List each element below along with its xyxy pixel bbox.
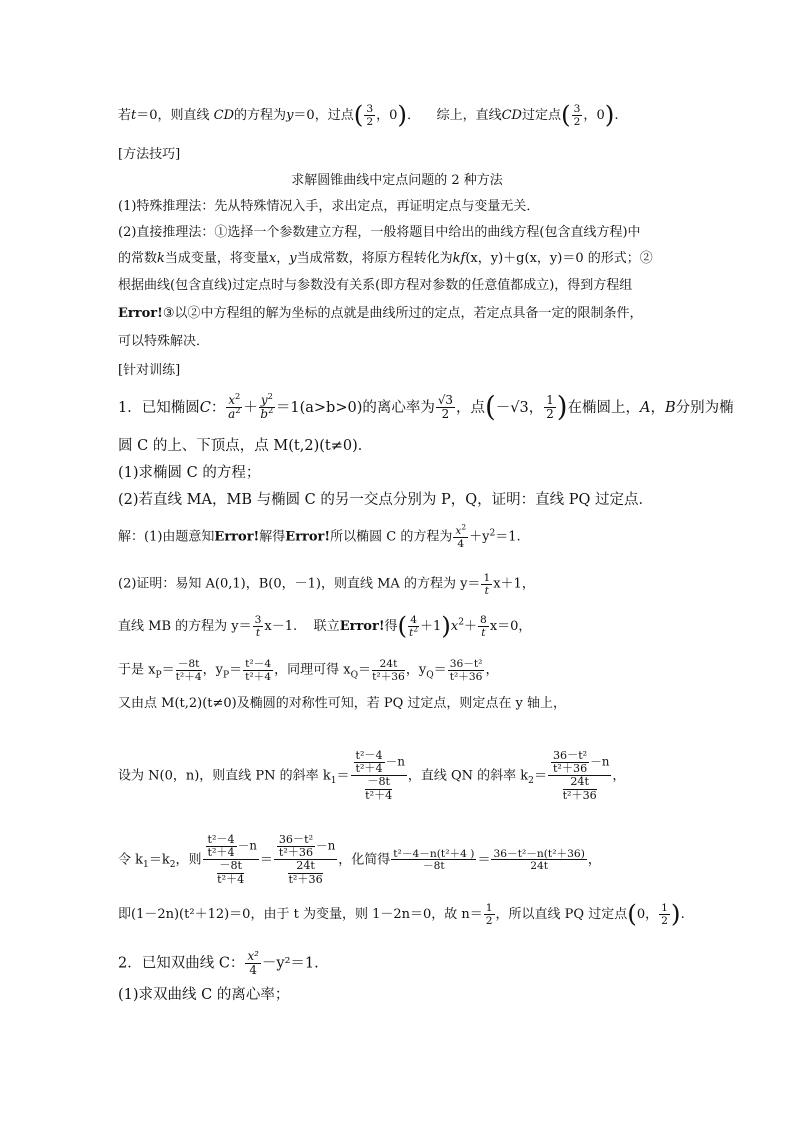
- method-2d: Error!③以②中方程组的解为坐标的点就是曲线所过的定点，若定点具备一定的限制条件，: [118, 306, 643, 321]
- q2-part1: (1)求双曲线 C 的离心率；: [118, 987, 290, 1003]
- method-2a: (2)直接推理法：①选择一个参数建立方程，一般将题目中给出的曲线方程(包含直线方程)中: [118, 225, 641, 240]
- training-heading: [针对训练]: [118, 363, 181, 378]
- q1-stem-2: 圆 C 的上、下顶点，点 M(t,2)(t≠0)．: [118, 438, 373, 454]
- sol-line-3: 直线 MB 的方程为 y＝ $\frac{3}{t}$ x－1. 联立Error!得( $\frac{4}{t^2}$ $+1)x^2+$ $\frac{8}{t}$ x＝0，: [118, 611, 532, 640]
- conclusion-line: 若t＝0，则直线 CD的方程为y＝0，过点( $\frac{3}{2}$ ，0)． 综上，直线CD过定点( $\frac{3}{2}$ ，0).: [118, 100, 619, 129]
- q1-part1: (1)求椭圆 C 的方程；: [118, 465, 261, 481]
- sol-line-4: 于是 $x_P=$ $\frac{-8t}{\text{t²＋4}}$ ，$y_P=$ $\frac{\text{t²－4}}{\text{t²＋4}}$ ，同理可得 $x_Q=$ $\frac{24t}{\text{t²＋36}}$ ，$y_Q=$ $\frac{\text{36－t²}}{\text{t²＋36}}$ ，: [118, 657, 499, 683]
- q1-stem: 1．已知椭圆C： $\frac{x^2}{a^2}$ ＋ $\frac{y^2}{b^2}$ ＝1(a>b>0)的离心率为 $\frac{√3}{2}$ ，点(－√3， $\frac{1}{2}$ )在椭圆上，A，B分别为椭: [118, 391, 734, 423]
- sol-line-2: (2)证明：易知 A(0,1)，B(0，－1)，则直线 MA 的方程为 y＝ $\frac{1}{t}$ x＋1，: [118, 571, 535, 597]
- sol-line-1: 解：(1)由题意知Error!解得Error!所以椭圆 C 的方程为 $\frac{x^2}{4}$ $+y^2=1$.: [118, 522, 521, 550]
- method-1: (1)特殊推理法：先从特殊情况入手，求出定点，再证明定点与变量无关．: [118, 199, 540, 214]
- q2-stem: 2．已知双曲线 C： $\frac{\text{x²}}{4}$ －y²＝1.: [118, 949, 319, 978]
- sol-line-7: 令 $k_1=k_2$，则 $\frac{\text{t²－4}}{\text{t²＋4}}$ －n $\frac{-8t}{\text{t²＋4}}$ ＝ $\frac{\text{36－t²}}{\text{t²＋36}}$ －n $\frac{24t}{\text{t²＋36}}$ ，化简得 $\frac{\text{t²－4－n(t²＋4 )}}{-8t}$ ＝ $\frac{\text{36－t²－n(t²＋36)}}{24t}$ ，: [118, 833, 601, 886]
- sol-line-6: 设为 N(0，n)，则直线 PN 的斜率 $k_1=$ $\frac{\text{t²－4}}{\text{t²＋4}}$ －n $\frac{-8t}{\text{t²＋4}}$ ，直线 QN 的斜率 $k_2=$ $\frac{\text{36－t²}}{\text{t²＋36}}$ －n $\frac{24t}{\text{t²＋36}}$ ，: [118, 749, 626, 802]
- sol-line-8: 即(1－2n)(t²＋12)＝0，由于 t 为变量，则 1－2n＝0，故 n＝ $\frac{1}{2}$ ，所以直线 PQ 过定点(0， $\frac{1}{2}$ ).: [118, 899, 685, 928]
- method-2c: 根据曲线(包含直线)过定点时与参数没有关系(即方程对参数的任意值都成立)，得到方程组: [118, 278, 633, 293]
- method-2b: 的常数k当成变量，将变量x，y当成常数，将原方程转化为kf(x，y)＋g(x，y)＝0 的形式；②: [118, 251, 653, 266]
- method-title: 求解圆锥曲线中定点问题的 2 种方法: [291, 173, 503, 188]
- method-heading: [方法技巧]: [118, 147, 181, 162]
- method-2e: 可以特殊解决．: [118, 334, 210, 349]
- q1-part2: (2)若直线 MA，MB 与椭圆 C 的另一交点分别为 P，Q，证明：直线 PQ 过定点．: [118, 492, 654, 508]
- sol-line-5: 又由点 M(t,2)(t≠0)及椭圆的对称性可知，若 PQ 过定点，则定点在 y 轴上，: [118, 696, 567, 711]
